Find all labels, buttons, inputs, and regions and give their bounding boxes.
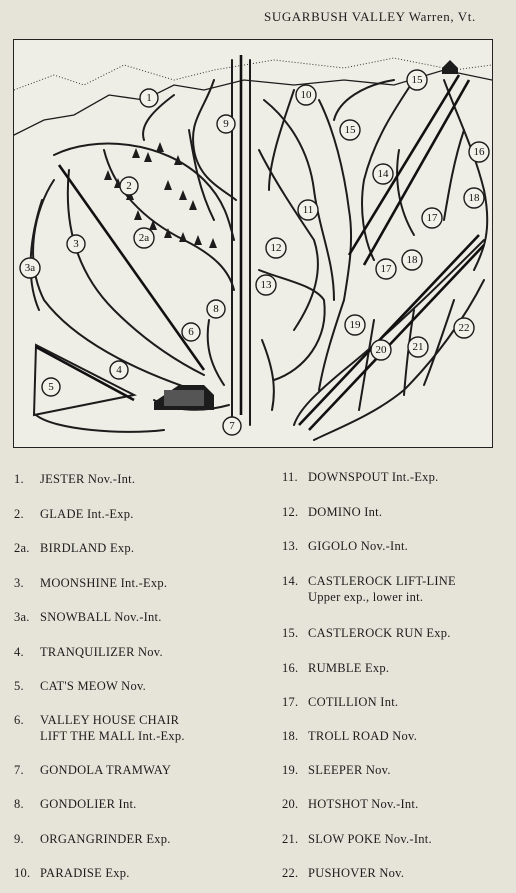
trail-number-label: 7 <box>229 420 235 432</box>
legend-number: 3. <box>14 576 24 590</box>
trail-number-label: 20 <box>375 344 387 356</box>
legend-trail-name: GLADE Int.-Exp. <box>40 507 134 521</box>
legend-trail-name: TRANQUILIZER Nov. <box>40 645 163 659</box>
trail-number-label: 2 <box>126 180 132 192</box>
trail-number-label: 18 <box>406 254 418 266</box>
legend-number: 11. <box>282 470 298 484</box>
legend-number: 18. <box>282 729 299 743</box>
trail-number-marker <box>407 70 427 90</box>
legend-trail-name: SLOW POKE Nov.-Int. <box>308 832 432 846</box>
legend-number: 19. <box>282 763 299 777</box>
legend-trail-name: CAT'S MEOW Nov. <box>40 679 147 693</box>
summit-hut <box>442 60 458 74</box>
trail-number-marker <box>120 177 138 195</box>
trail-number-marker <box>422 208 442 228</box>
legend-number: 15. <box>282 626 299 640</box>
legend-trail-name: BIRDLAND Exp. <box>40 541 135 555</box>
trail-number-label: 17 <box>426 212 438 224</box>
trail-outline <box>424 300 454 385</box>
legend-number: 10. <box>14 866 31 880</box>
legend-trail-name: JESTER Nov.-Int. <box>40 472 136 486</box>
trail-outline <box>334 80 394 120</box>
trail-number-marker <box>207 300 225 318</box>
tree-cluster <box>104 142 217 248</box>
legend-number: 1. <box>14 472 24 486</box>
trail-outline <box>262 340 274 410</box>
trail-number-label: 3a <box>24 262 36 274</box>
trail-number-marker <box>182 323 200 341</box>
trail-outline <box>444 80 487 270</box>
trail-number-label: 16 <box>473 146 485 158</box>
legend-number: 16. <box>282 661 299 675</box>
trail-outline <box>259 150 318 330</box>
trail-number-marker <box>266 238 286 258</box>
trail-number-label: 5 <box>48 381 54 393</box>
trail-number-label: 2a <box>138 232 150 244</box>
trail-outline <box>264 100 334 300</box>
trail-outline <box>36 415 164 432</box>
legend-trail-name: COTILLION Int. <box>308 695 399 709</box>
trail-number-marker <box>376 259 396 279</box>
trail-number-label: 8 <box>213 303 219 315</box>
legend-number: 13. <box>282 539 299 553</box>
legend-trail-name: GONDOLA TRAMWAY <box>40 763 172 777</box>
trail-outline <box>319 300 344 390</box>
trail-number-marker <box>469 142 489 162</box>
trail-number-label: 17 <box>380 263 392 275</box>
legend-trail-name: CASTLEROCK LIFT-LINE <box>308 574 456 588</box>
legend-trail-name: GIGOLO Nov.-Int. <box>308 539 409 553</box>
trail-number-marker <box>402 250 422 270</box>
trail-number-marker <box>371 340 391 360</box>
legend-trail-name: SLEEPER Nov. <box>308 763 391 777</box>
legend-trail-detail: LIFT THE MALL Int.-Exp. <box>40 729 185 743</box>
trail-number-marker <box>296 85 316 105</box>
trail-number-label: 1 <box>146 92 152 104</box>
chair-lift-line <box>349 75 459 255</box>
legend-number: 5. <box>14 679 24 693</box>
legend-number: 3a. <box>14 610 30 624</box>
legend-number: 4. <box>14 645 24 659</box>
trail-number-label: 14 <box>377 168 389 180</box>
legend-trail-name: SNOWBALL Nov.-Int. <box>40 610 162 624</box>
legend-trail-name: CASTLEROCK RUN Exp. <box>308 626 451 640</box>
trail-number-marker <box>140 89 158 107</box>
trail-number-label: 15 <box>344 124 356 136</box>
trail-number-marker <box>110 361 128 379</box>
legend-number: 20. <box>282 797 299 811</box>
trail-number-label: 4 <box>116 364 122 376</box>
legend-trail-name: HOTSHOT Nov.-Int. <box>308 797 419 811</box>
legend-trail-name: PUSHOVER Nov. <box>308 866 405 880</box>
trail-number-label: 19 <box>349 319 361 331</box>
trail-number-marker <box>298 200 318 220</box>
trail-number-marker <box>340 120 360 140</box>
trail-number-label: 6 <box>188 326 194 338</box>
trail-number-label: 9 <box>223 118 229 130</box>
legend-trail-name: PARADISE Exp. <box>40 866 130 880</box>
trail-number-marker <box>464 188 484 208</box>
trail-number-label: 13 <box>260 279 272 291</box>
trail-number-marker <box>217 115 235 133</box>
legend-number: 17. <box>282 695 299 709</box>
trail-number-marker <box>345 315 365 335</box>
legend-trail-name: TROLL ROAD Nov. <box>308 729 418 743</box>
legend-number: 9. <box>14 832 24 846</box>
legend-number: 2. <box>14 507 24 521</box>
base-lodge <box>154 385 214 410</box>
legend-trail-name: GONDOLIER Int. <box>40 797 137 811</box>
trail-number-label: 22 <box>458 322 470 334</box>
trail-number-label: 18 <box>468 192 480 204</box>
legend-trail-name: VALLEY HOUSE CHAIR <box>40 713 180 727</box>
trail-outline <box>314 280 484 440</box>
trail-number-marker <box>256 275 276 295</box>
trail-number-label: 11 <box>302 204 314 216</box>
legend-number: 21. <box>282 832 299 846</box>
trail-outline <box>54 144 234 240</box>
legend-number: 8. <box>14 797 24 811</box>
legend-number: 22. <box>282 866 299 880</box>
trail-map <box>13 39 493 448</box>
trail-outline <box>208 320 224 385</box>
legend-number: 12. <box>282 505 299 519</box>
page-title: SUGARBUSH VALLEY Warren, Vt. <box>264 9 476 24</box>
legend-number: 2a. <box>14 541 30 555</box>
legend-number: 14. <box>282 574 299 588</box>
trail-number-label: 21 <box>412 341 424 353</box>
trail-number-marker <box>223 417 241 435</box>
trail-number-marker <box>454 318 474 338</box>
legend-trail-name: ORGANGRINDER Exp. <box>40 832 171 846</box>
trail-outline <box>444 130 464 220</box>
legend-trail-name: DOWNSPOUT Int.-Exp. <box>308 470 439 484</box>
legend-trail-name: DOMINO Int. <box>308 505 383 519</box>
trail-number-marker <box>408 337 428 357</box>
legend-trail-name: MOONSHINE Int.-Exp. <box>40 576 168 590</box>
trail-number-label: 12 <box>270 242 282 254</box>
trail-map-drawing <box>14 40 492 447</box>
chair-lift-line <box>309 245 484 430</box>
trail-number-marker <box>42 378 60 396</box>
legend-trail-name: RUMBLE Exp. <box>308 661 390 675</box>
legend-number: 7. <box>14 763 24 777</box>
trail-number-marker <box>373 164 393 184</box>
trail-number-label: 10 <box>300 89 312 101</box>
trail-number-label: 15 <box>411 74 423 86</box>
trail-number-marker <box>20 258 40 278</box>
legend-number: 6. <box>14 713 24 727</box>
trail-number-marker <box>134 228 154 248</box>
legend-trail-detail: Upper exp., lower int. <box>308 590 424 604</box>
trail-number-label: 3 <box>73 238 79 250</box>
trail-number-marker <box>67 235 85 253</box>
